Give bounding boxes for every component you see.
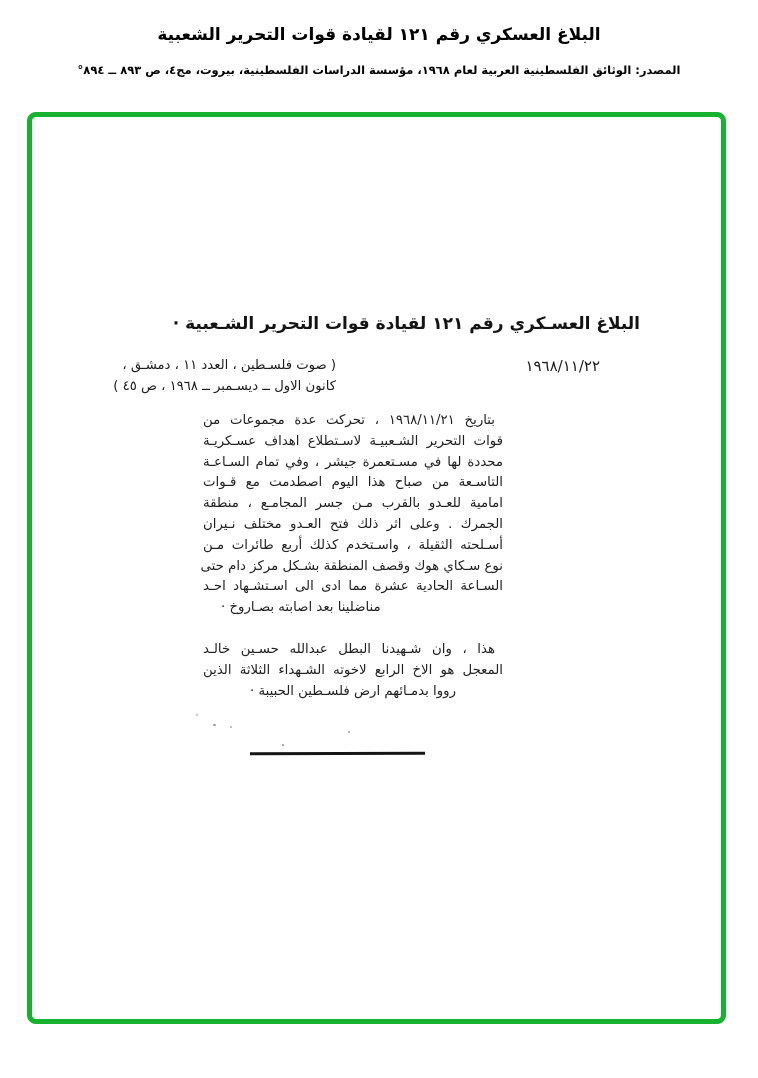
page-header-title: البلاغ العسكري رقم ١٢١ لقيادة قوات التحرير الشعبية [157, 25, 601, 45]
closing-line: المعجل هو الاخ الرابع لاخوته الشـهداء الثلاثة الذين [203, 662, 503, 678]
scan-noise-speck [348, 731, 350, 733]
communique-citation [46, 355, 336, 397]
body-line: السـاعة الحادية عشرة مما ادى الى اسـتشـهاد احـد [203, 579, 503, 595]
document-scan-frame [27, 112, 726, 1024]
body-line: التاسـعة من صباح هذا اليوم اصطدمت مع قـوات [203, 475, 503, 491]
closing-line: هذا ، وان شـهيدنا البطل عبدالله حسـين خالـد [203, 642, 495, 657]
body-line: بتاريخ ١٩٦٨/١١/٢١ ، تحركت عدة مجموعات من [203, 413, 496, 428]
communique-date: ١٩٦٨/١١/٢٢ [525, 357, 600, 375]
scan-noise-speck [230, 726, 232, 728]
communique-title: البلاغ العسـكري رقم ١٢١ لقيادة قوات التحرير الشـعبية · [172, 314, 640, 334]
closing-line: رووا بدمـائهم ارض فلسـطين الحبيبة · [250, 683, 456, 699]
body-line: الجمرك . وعلى اثر ذلك فتح العـدو مختلف نـيران [203, 516, 503, 532]
scan-noise-speck [196, 714, 198, 716]
signature-separator-line [250, 752, 425, 755]
communique-body-paragraph [200, 411, 503, 619]
body-line: امامية للعـدو بالقرب مـن جسر المجامـع ، منطقة [203, 496, 503, 512]
scan-noise-speck [282, 744, 284, 746]
body-line: قوات التحرير الشـعبيـة لاسـتطلاع اهداف عسـكريـة [203, 433, 503, 449]
page-header-source-line: المصدر: الوثائق الفلسطينية العربية لعام ١٩٦٨، مؤسسة الدراسات الفلسطينية، بيروت، مج٤، ص ٨٩٣ ــ ٨٩٤° [77, 63, 681, 77]
body-line: مناضلينا بعد اصابته بصـاروخ · [221, 600, 381, 616]
body-line: أسـلحته الثقيلة ، واسـتخدم كذلك أربع طائرات مـن [203, 537, 503, 553]
body-line: نوع سـكاي هوك وقصف المنطقة بشـكل مركز دام حتى [200, 558, 503, 574]
communique-closing-paragraph [203, 640, 503, 702]
body-line: محددة لها في مسـتعمرة جيشر ، وفي تمام السـاعـة [203, 454, 503, 470]
citation-line-2: كانون الاول ــ ديسـمبر ــ ١٩٦٨ ، ص ٤٥ ) [113, 379, 336, 394]
citation-line-1: ( صوت فلسـطين ، العدد ١١ ، دمشـق ، [122, 358, 336, 373]
scan-noise-speck [213, 724, 216, 726]
